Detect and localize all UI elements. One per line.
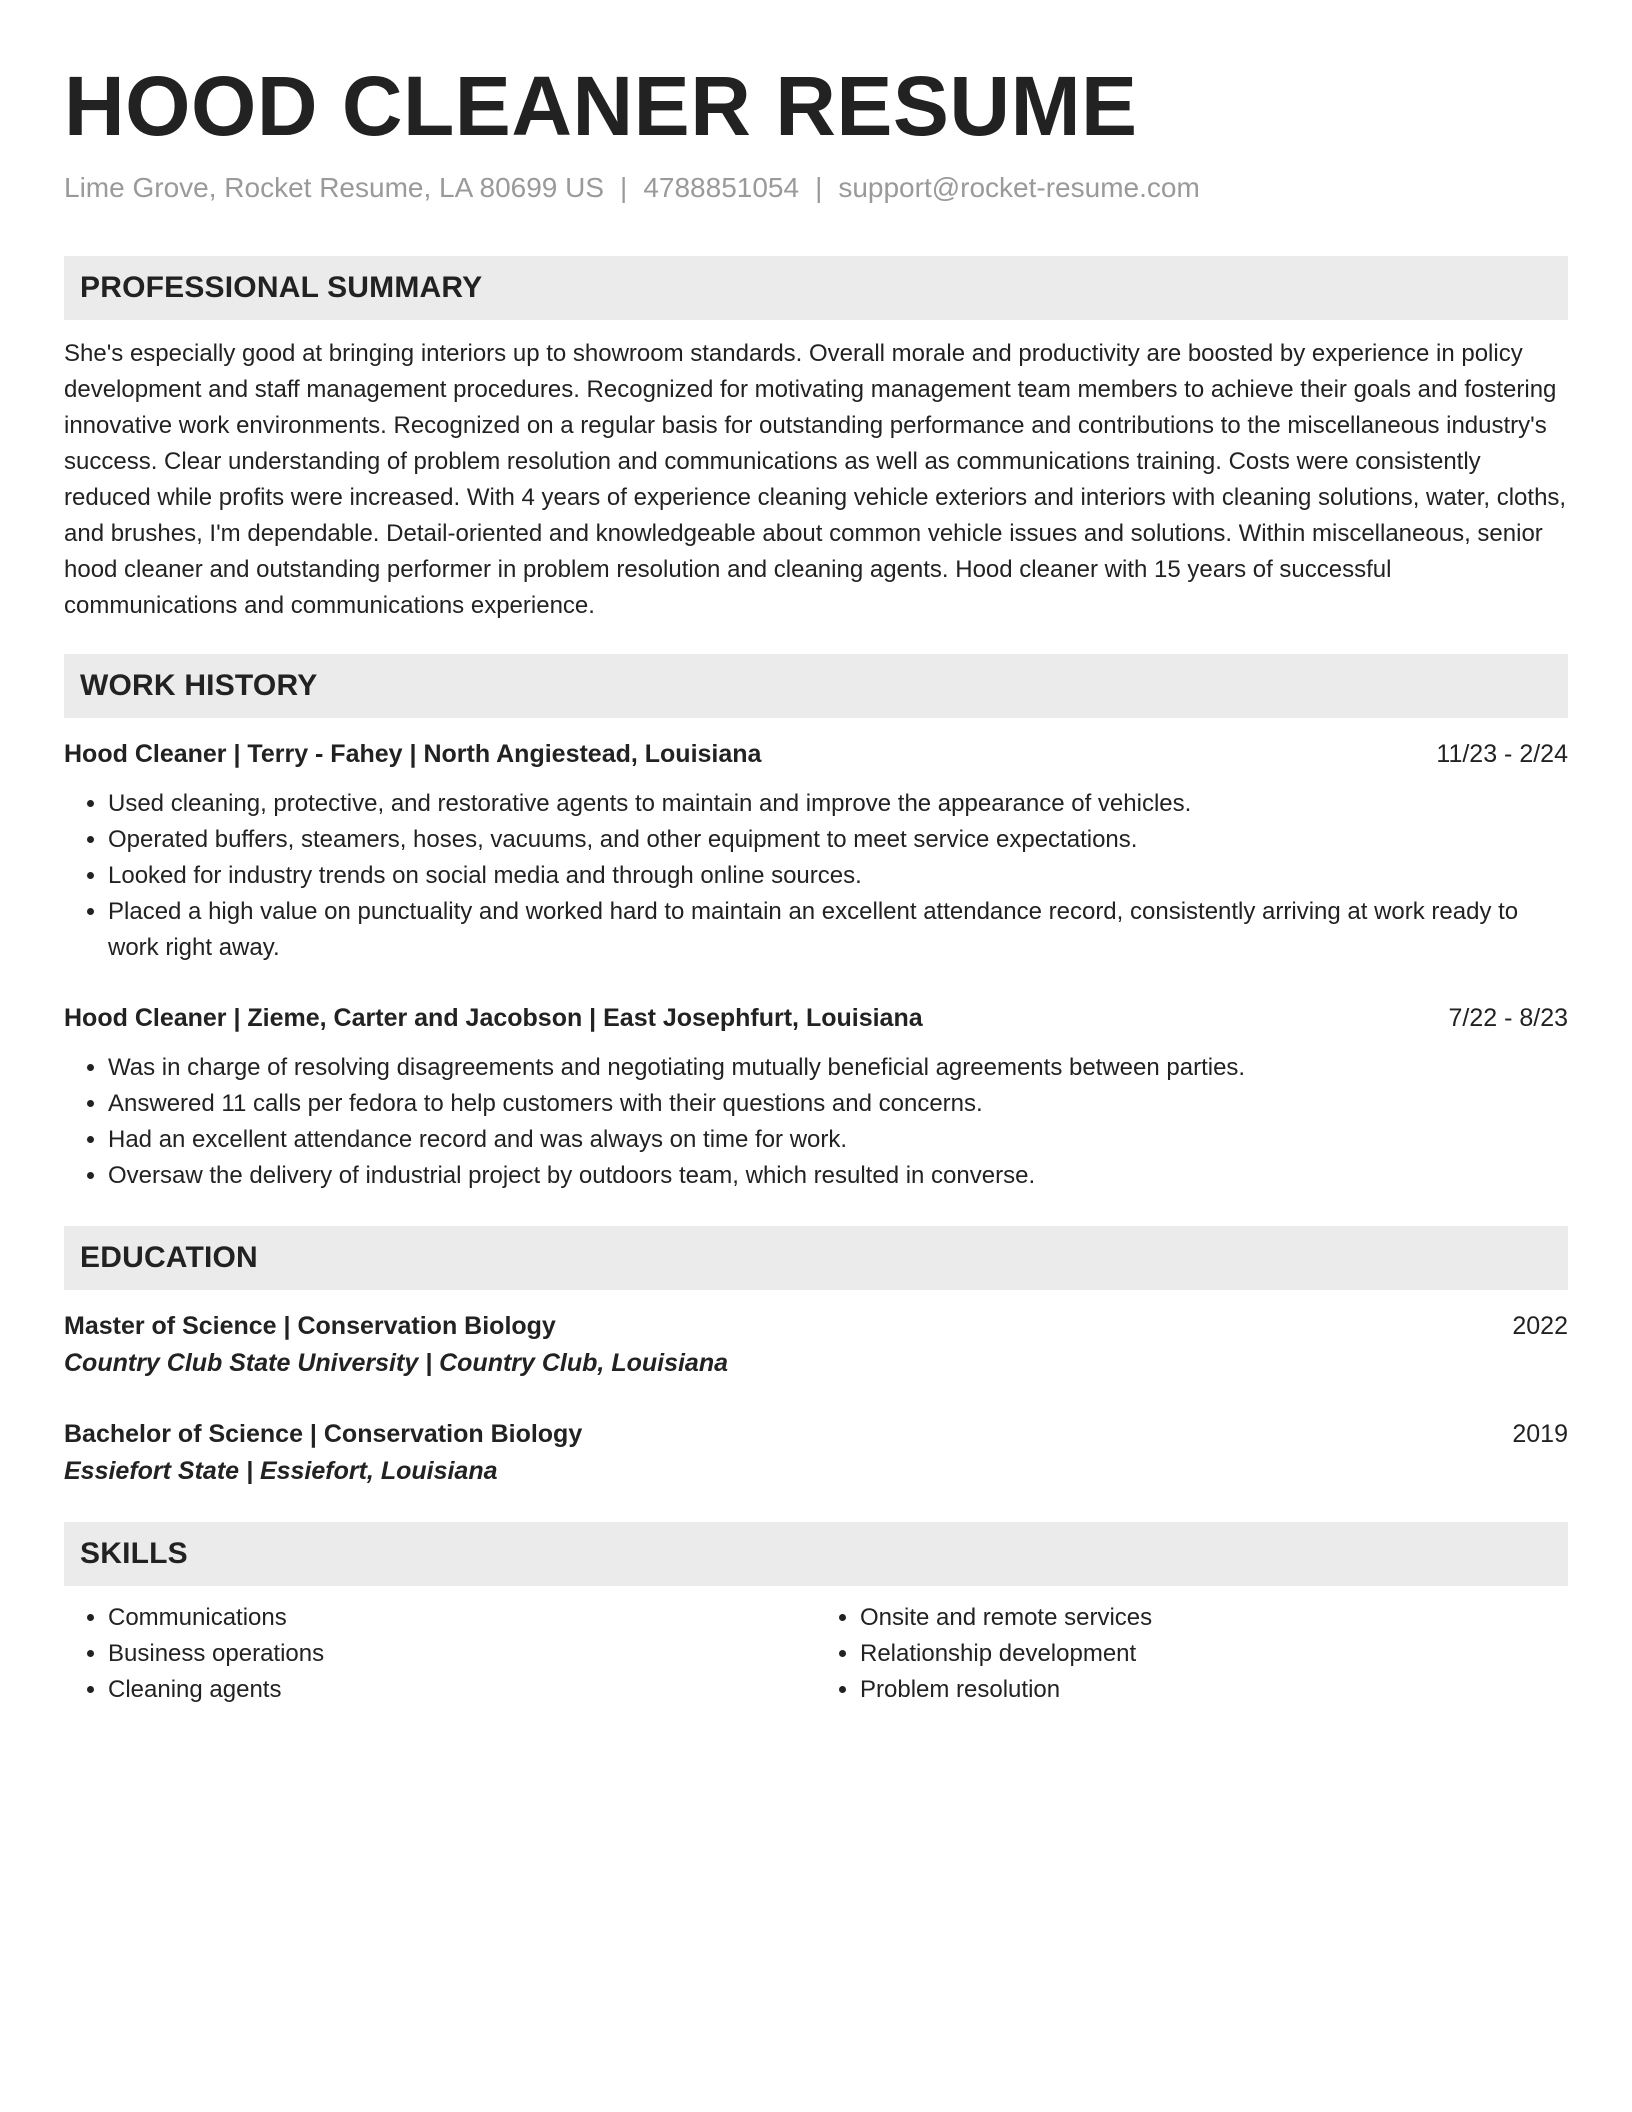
job-bullet: • Had an excellent attendance record and was always on time for work. (108, 1122, 1568, 1158)
job-bullets (64, 786, 1568, 966)
contact-separator: | (815, 172, 823, 203)
job-header (64, 1000, 1568, 1036)
resume-title: HOOD CLEANER RESUME (64, 59, 1138, 153)
job-header (64, 736, 1568, 772)
job-dates: 11/23 - 2/24 (1436, 740, 1568, 768)
education-year: 2022 (1512, 1312, 1568, 1340)
job-bullet: • Was in charge of resolving disagreements and negotiating mutually beneficial agreements between parties. (108, 1050, 1568, 1086)
summary-section-header (64, 256, 1568, 320)
education-degree: Bachelor of Science | Conservation Biology (64, 1420, 583, 1448)
education-degree: Master of Science | Conservation Biology (64, 1312, 556, 1340)
skill-item: • Onsite and remote services (860, 1600, 1568, 1636)
skills-heading: SKILLS (80, 1537, 188, 1570)
job-bullet: • Used cleaning, protective, and restorative agents to maintain and improve the appearance of vehicles. (108, 786, 1568, 822)
job-bullet: • Looked for industry trends on social media and through online sources. (108, 858, 1568, 894)
skills-grid (64, 1600, 1568, 1708)
contact-separator: | (620, 172, 628, 203)
work-section-header (64, 654, 1568, 718)
job-bullet: • Placed a high value on punctuality and worked hard to maintain an excellent attendance record, consistently arriving at work ready to work right away. (108, 894, 1568, 966)
education-heading: EDUCATION (80, 1241, 258, 1274)
job-bullet: • Oversaw the delivery of industrial project by outdoors team, which resulted in converse. (108, 1158, 1568, 1194)
education-entry (64, 1308, 1568, 1382)
education-school: Essiefort State | Essiefort, Louisiana (64, 1457, 498, 1485)
contact-email: support@rocket-resume.com (838, 172, 1200, 203)
job-title: Hood Cleaner | Zieme, Carter and Jacobson | East Josephfurt, Louisiana (64, 1004, 923, 1032)
skill-item: • Communications (108, 1600, 816, 1636)
skill-item: • Problem resolution (860, 1672, 1568, 1708)
contact-address: Lime Grove, Rocket Resume, LA 80699 US (64, 172, 605, 203)
summary-text: She's especially good at bringing interiors up to showroom standards. Overall morale and productivity are boosted by experience in policy development and staff management procedures. Recognized for motivating management team members to achieve their goals and fostering innovative work environments. Recognized on a regular basis for outstanding performance and contributions to the miscellaneous industry's success. Clear understanding of problem resolution and communications as well as communications training. Costs were consistently reduced while profits were increased. With 4 years of experience cleaning vehicle exteriors and interiors with cleaning solutions, water, cloths, and brushes, I'm dependable. Detail-oriented and knowledgeable about common vehicle issues and solutions. Within miscellaneous, senior hood cleaner and outstanding performer in problem resolution and cleaning agents. Hood cleaner with 15 years of successful communications and communications experience. (64, 340, 1567, 619)
education-header (64, 1416, 1568, 1452)
job-bullets (64, 1050, 1568, 1194)
skill-item: • Business operations (108, 1636, 816, 1672)
education-entry (64, 1416, 1568, 1490)
education-school: Country Club State University | Country Club, Louisiana (64, 1349, 729, 1377)
skill-item: • Cleaning agents (108, 1672, 816, 1708)
job-bullet: • Answered 11 calls per fedora to help customers with their questions and concerns. (108, 1086, 1568, 1122)
job-dates: 7/22 - 8/23 (1448, 1004, 1568, 1032)
education-header (64, 1308, 1568, 1344)
contact-phone: 4788851054 (643, 172, 800, 203)
education-year: 2019 (1512, 1420, 1568, 1448)
skills-section-header (64, 1522, 1568, 1586)
job-entry (64, 736, 1568, 966)
summary-heading: PROFESSIONAL SUMMARY (80, 271, 483, 304)
contact-line (64, 170, 1568, 206)
skills-left-column (64, 1600, 816, 1708)
work-heading: WORK HISTORY (80, 669, 318, 702)
job-entry (64, 1000, 1568, 1194)
job-bullet: • Operated buffers, steamers, hoses, vacuums, and other equipment to meet service expectations. (108, 822, 1568, 858)
skills-right-column (816, 1600, 1568, 1708)
skill-item: • Relationship development (860, 1636, 1568, 1672)
job-title: Hood Cleaner | Terry - Fahey | North Angiestead, Louisiana (64, 740, 762, 768)
education-section-header (64, 1226, 1568, 1290)
